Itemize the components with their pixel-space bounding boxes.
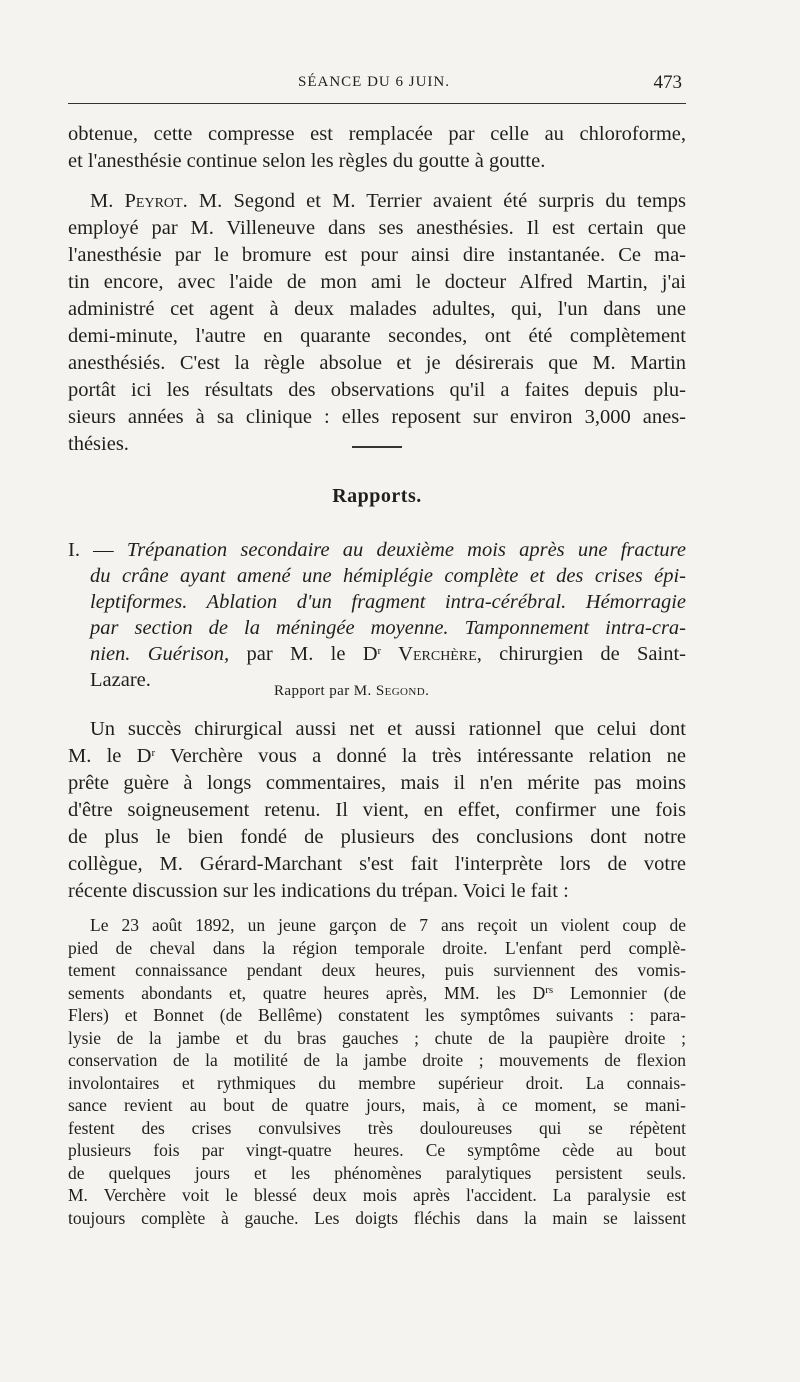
- text-line: M. Verchère voit le blessé deux mois après l'accident. La paralysie est: [68, 1185, 686, 1205]
- text-span: M. Segond et M. Terrier avaient été surpris du temps: [187, 190, 686, 212]
- report-paragraph: [68, 716, 686, 905]
- speaker-name: M. Peyrot.: [90, 190, 188, 212]
- text-line: administré cet agent à deux malades adultes, qui, l'un dans une: [68, 298, 686, 320]
- header-rule: [68, 103, 686, 104]
- text-line: tement connaissance pendant deux heures, puis surviennent des vomis-: [68, 960, 686, 980]
- text-line: conservation de la motilité de la jambe droite ; mouvements de flexion: [68, 1050, 686, 1070]
- text-line: tin encore, avec l'aide de mon ami le docteur Alfred Martin, j'ai: [68, 271, 686, 293]
- text-line: sance revient au bout de quatre jours, mais, à ce moment, se mani-: [68, 1095, 686, 1115]
- text-line: récente discussion sur les indications du trépan. Voici le fait :: [68, 880, 569, 902]
- page-number: 473: [653, 72, 682, 93]
- byline-prefix: Rapport par M.: [274, 683, 376, 699]
- text-line: sieurs années à sa clinique : elles reposent sur environ 3,000 anes-: [68, 406, 686, 428]
- byline-name: Segond.: [375, 683, 430, 699]
- text-line: de plus le bien fondé de plusieurs des conclusions dont notre: [68, 826, 686, 848]
- text-line: collègue, M. Gérard-Marchant s'est fait l'interprète lors de votre: [68, 853, 686, 875]
- section-heading: Rapports.: [332, 485, 422, 507]
- text-span: M. le D: [68, 745, 152, 767]
- text-line: demi-minute, l'autre en quarante secondes, ont été complètement: [68, 325, 686, 347]
- text-line: Flers) et Bonnet (de Bellême) constatent les symptômes suivants : para-: [68, 1005, 686, 1025]
- case-title: [68, 537, 686, 693]
- text-line: lysie de la jambe et du bras gauches ; chute de la paupière droite ;: [68, 1027, 686, 1048]
- text-line: [68, 188, 686, 215]
- text-line: [68, 743, 686, 770]
- text-line: Lazare.: [90, 669, 151, 691]
- text-line: plusieurs fois par vingt-quatre heures. Ce symptôme cède au bout: [68, 1140, 686, 1160]
- text-line: toujours complète à gauche. Les doigts fléchis dans la main se laissent: [68, 1207, 686, 1228]
- surgeon-name: Verchère,: [381, 643, 482, 665]
- text-line: Le 23 août 1892, un jeune garçon de 7 ans reçoit un violent coup de: [90, 915, 686, 935]
- text-line: anesthésiés. C'est la règle absolue et je désirerais que M. Martin: [68, 352, 686, 374]
- text-span: par M. le D: [229, 643, 378, 665]
- text-line: par section de la méningée moyenne. Tamponnement intra-cra-: [90, 617, 686, 639]
- text-line: du crâne ayant amené une hémiplégie complète et des crises épi-: [90, 565, 686, 587]
- case-title-text: Trépanation secondaire au deuxième mois après une fracture: [126, 539, 686, 561]
- observation-paragraph: [68, 914, 686, 1229]
- text-span: sements abondants et, quatre heures après, MM. les D: [68, 982, 546, 1003]
- text-line: obtenue, cette compresse est remplacée par celle au chloroforme,: [68, 123, 686, 145]
- text-line: [68, 641, 686, 667]
- text-span: Lemonnier (de: [553, 982, 686, 1003]
- text-line: involontaires et rythmiques du membre supérieur droit. La connais-: [68, 1072, 686, 1093]
- text-line: d'être soigneusement retenu. Il vient, en effet, confirmer une fois: [68, 799, 686, 821]
- running-header: [68, 72, 686, 96]
- text-line: prête guère à longs commentaires, mais il n'en mérite pas moins: [68, 772, 686, 794]
- superscript: rs: [545, 983, 554, 996]
- text-line: [68, 982, 686, 1005]
- text-line: festent des crises convulsives très douloureuses qui se répètent: [68, 1117, 686, 1138]
- text-line: pied de cheval dans la région temporale droite. L'enfant perd complè-: [68, 937, 686, 958]
- text-span: nien. Guérison,: [90, 643, 230, 665]
- text-span: Verchère vous a donné la très intéressante relation ne: [155, 745, 686, 767]
- text-line: thésies.: [68, 433, 129, 455]
- intro-paragraph: [68, 121, 686, 175]
- report-byline: [274, 683, 429, 700]
- superscript: r: [151, 747, 156, 759]
- case-number: I. —: [68, 539, 127, 561]
- text-line: [68, 537, 686, 563]
- text-line: portât ici les résultats des observations qu'il a faites depuis plu-: [68, 379, 686, 401]
- text-line: employé par M. Villeneuve dans ses anesthésies. Il est certain que: [68, 217, 686, 239]
- text-line: Un succès chirurgical aussi net et aussi rationnel que celui dont: [90, 718, 686, 740]
- superscript: r: [377, 645, 382, 657]
- text-line: l'anesthésie par le bromure est pour ainsi dire instantanée. Ce ma-: [68, 244, 686, 266]
- section-divider: [352, 446, 402, 448]
- header-title: SÉANCE DU 6 JUIN.: [298, 74, 450, 90]
- text-line: leptiformes. Ablation d'un fragment intra-cérébral. Hémorragie: [90, 591, 686, 613]
- text-line: et l'anesthésie continue selon les règles du goutte à goutte.: [68, 150, 546, 172]
- peyrot-paragraph: [68, 188, 686, 458]
- text-line: de quelques jours et les phénomènes paralytiques persistent seuls.: [68, 1162, 686, 1183]
- text-span: chirurgien de Saint-: [481, 643, 686, 665]
